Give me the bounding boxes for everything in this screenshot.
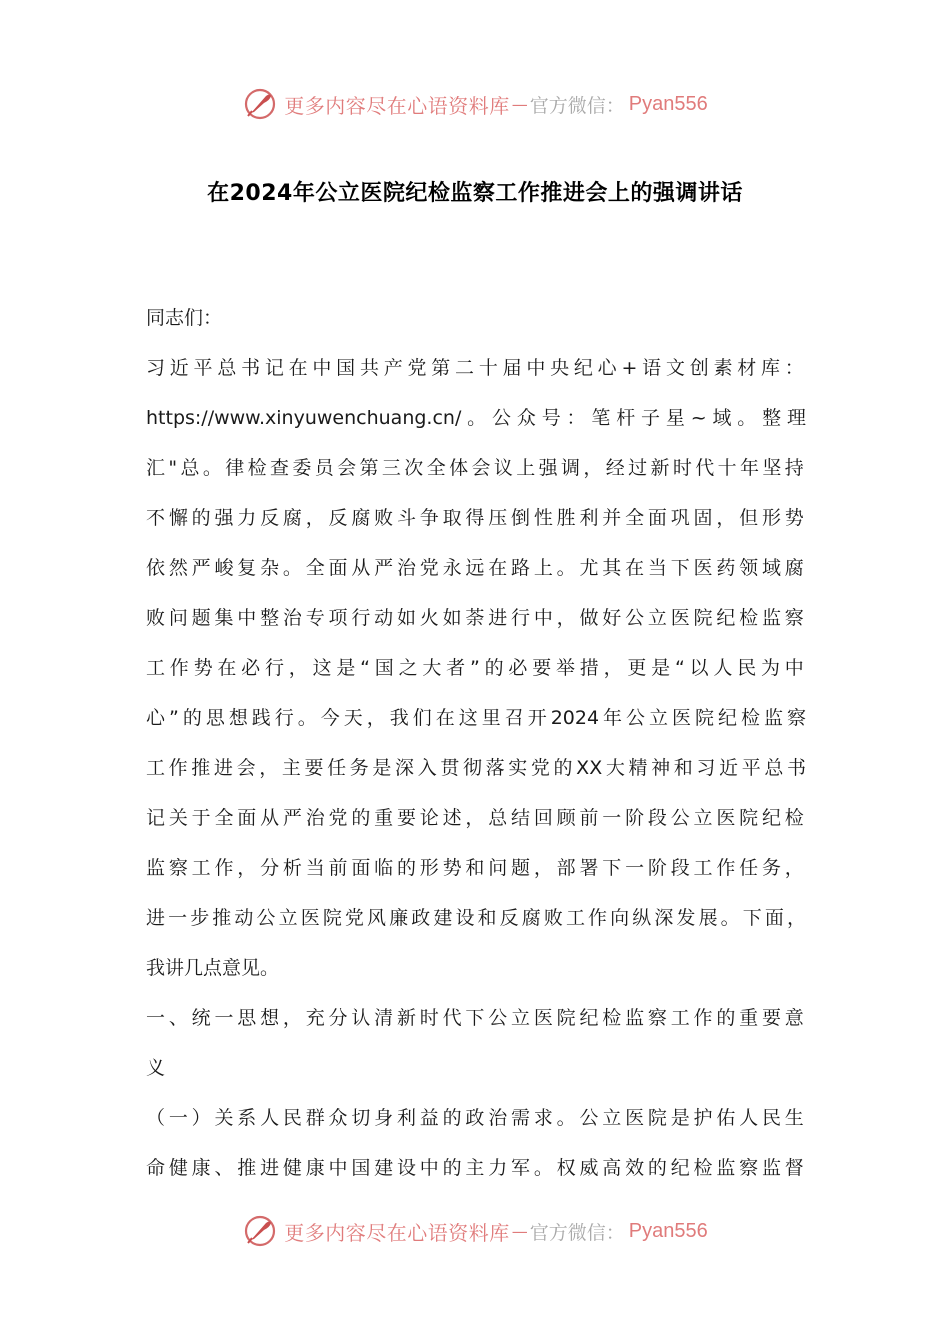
body-line: 依然严峻复杂。全面从严治党永远在路上。尤其在当下医药领域腐 <box>146 557 806 579</box>
body-line: 同志们： <box>146 307 223 329</box>
body-line: 监察工作，分析当前面临的形势和问题，部署下一阶段工作任务， <box>146 857 806 879</box>
body-line: 命健康、推进健康中国建设中的主力军。权威高效的纪检监察监督 <box>146 1157 806 1179</box>
section-heading: 一、统一思想，充分认清新时代下公立医院纪检监察工作的重要意 <box>146 1007 806 1029</box>
watermark-official-label: 官方微信： <box>529 1221 625 1244</box>
watermark-brand: 更多内容尽在心语资料库 <box>284 93 510 118</box>
body-line: 记关于全面从严治党的重要论述，总结回顾前一阶段公立医院纪检 <box>146 807 806 829</box>
document-title: 在2024年公立医院纪检监察工作推进会上的强调讲话 <box>207 181 743 206</box>
quill-pen-circle-icon <box>242 86 278 122</box>
watermark-account: Pyan556 <box>628 1219 708 1242</box>
watermark-footer <box>0 1211 950 1251</box>
body-line: 习近平总书记在中国共产党第二十届中央纪心+语文创素材库： <box>146 357 806 379</box>
body-line: 汇"总。律检查委员会第三次全体会议上强调，经过新时代十年坚持 <box>146 457 806 479</box>
section-heading-continued: 义 <box>146 1057 166 1079</box>
watermark-separator: — <box>511 94 528 114</box>
body-line: https://www.xinyuwenchuang.cn/。公众号：笔杆子星~域。整理 <box>146 407 806 429</box>
body-line: （一）关系人民群众切身利益的政治需求。公立医院是护佑人民生 <box>146 1107 806 1129</box>
body-line: 败问题集中整治专项行动如火如荼进行中，做好公立医院纪检监察 <box>146 607 806 629</box>
body-line: 工作推进会，主要任务是深入贯彻落实党的XX大精神和习近平总书 <box>146 757 806 779</box>
watermark-account: Pyan556 <box>628 92 708 115</box>
watermark-separator: — <box>511 1221 528 1241</box>
watermark-header <box>0 84 950 124</box>
body-line: 不懈的强力反腐，反腐败斗争取得压倒性胜利并全面巩固，但形势 <box>146 507 806 529</box>
quill-pen-circle-icon <box>242 1213 278 1249</box>
body-line: 进一步推动公立医院党风廉政建设和反腐败工作向纵深发展。下面， <box>146 907 806 929</box>
body-line: 工作势在必行，这是“国之大者”的必要举措，更是“以人民为中 <box>146 657 806 679</box>
watermark-official-label: 官方微信： <box>529 94 625 117</box>
watermark-brand: 更多内容尽在心语资料库 <box>284 1220 510 1245</box>
body-line: 我讲几点意见。 <box>146 957 280 979</box>
body-line: 心”的思想践行。今天，我们在这里召开2024年公立医院纪检监察 <box>146 707 806 729</box>
